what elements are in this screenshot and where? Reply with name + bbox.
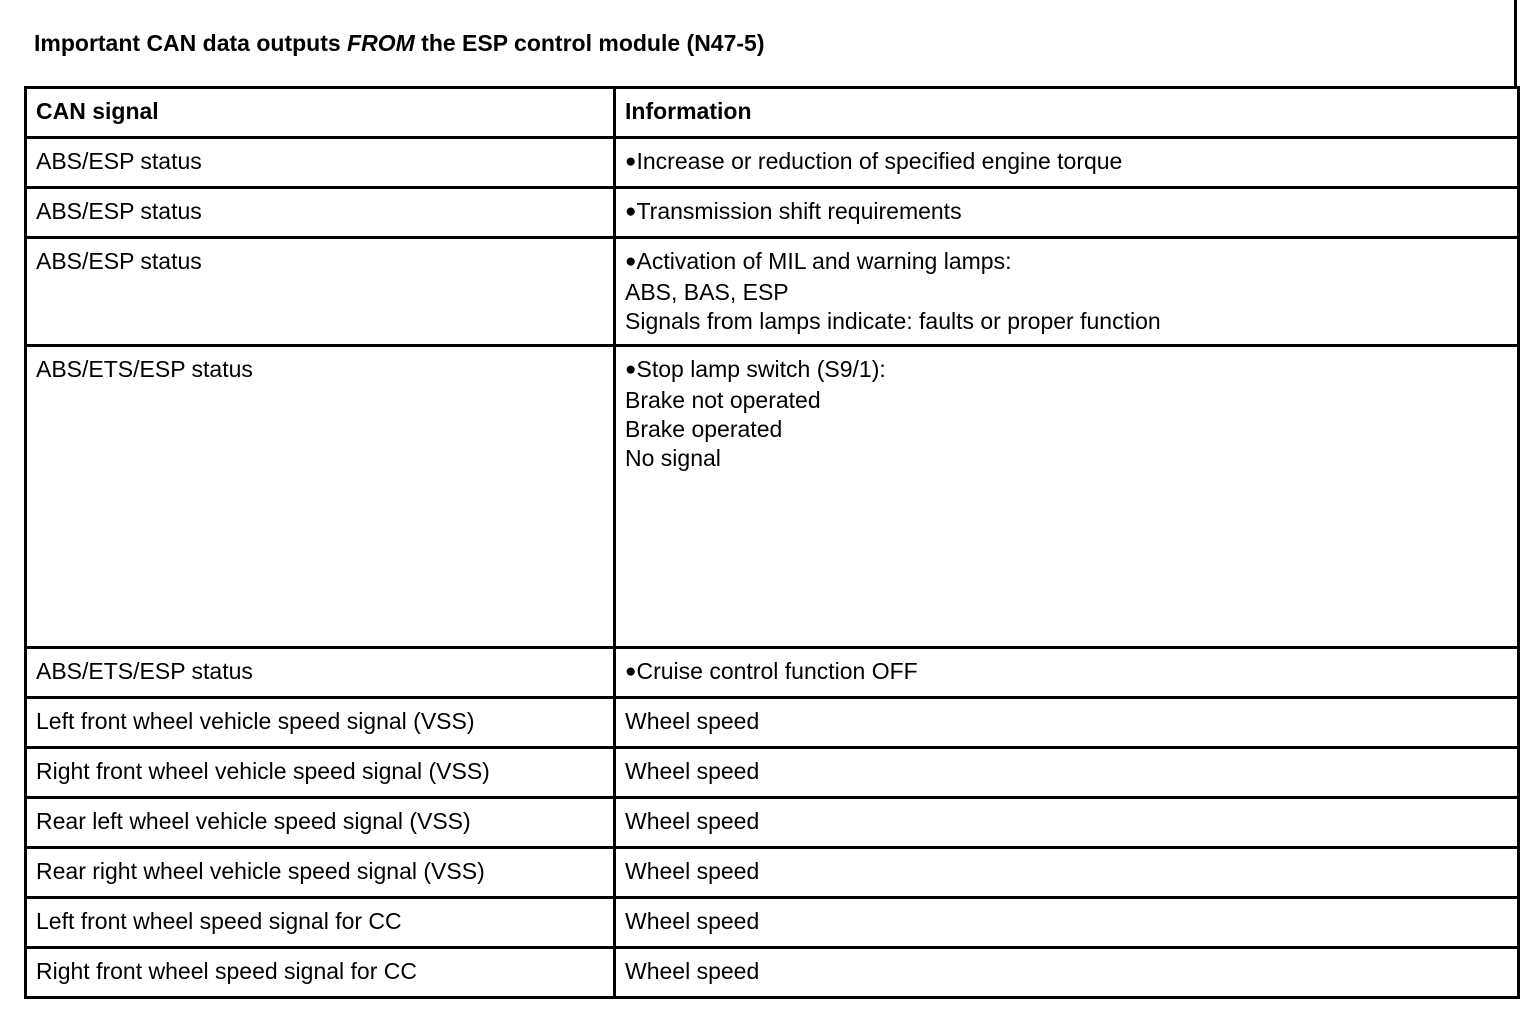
table-row	[26, 848, 1519, 898]
table-row	[26, 898, 1519, 948]
table-row	[26, 346, 1519, 648]
information-text: Cruise control function OFF	[636, 658, 918, 684]
table-caption	[34, 30, 765, 57]
can-data-table	[24, 86, 1520, 999]
information-cell	[615, 748, 1519, 798]
information-line: Brake operated	[625, 416, 783, 442]
caption-suffix: the ESP control module (N47-5)	[414, 30, 765, 56]
table-row	[26, 648, 1519, 698]
can-signal-cell: ABS/ETS/ESP status	[26, 648, 615, 698]
can-signal-cell: ABS/ESP status	[26, 238, 615, 346]
information-cell	[615, 698, 1519, 748]
table-row	[26, 238, 1519, 346]
information-line: Wheel speed	[625, 808, 760, 834]
information-text: Stop lamp switch (S9/1):	[636, 356, 886, 382]
can-signal-cell: Rear right wheel vehicle speed signal (VSS)	[26, 848, 615, 898]
header-can-signal: CAN signal	[26, 88, 615, 138]
information-cell	[615, 798, 1519, 848]
information-line: ABS, BAS, ESP	[625, 279, 789, 305]
can-signal-cell: ABS/ESP status	[26, 188, 615, 238]
can-signal-cell: Left front wheel speed signal for CC	[26, 898, 615, 948]
information-line	[625, 247, 1509, 278]
information-line: Wheel speed	[625, 758, 760, 784]
caption-emphasis: FROM	[347, 30, 415, 56]
information-line: Wheel speed	[625, 858, 760, 884]
can-signal-cell: ABS/ETS/ESP status	[26, 346, 615, 648]
table-row	[26, 798, 1519, 848]
information-line: Wheel speed	[625, 708, 760, 734]
can-signal-cell: Right front wheel vehicle speed signal (VSS)	[26, 748, 615, 798]
header-row	[26, 88, 1519, 138]
information-cell	[615, 648, 1519, 698]
table-row	[26, 698, 1519, 748]
can-signal-cell: Rear left wheel vehicle speed signal (VSS)	[26, 798, 615, 848]
table-row	[26, 138, 1519, 188]
information-cell	[615, 848, 1519, 898]
information-cell	[615, 346, 1519, 648]
information-text: Transmission shift requirements	[636, 198, 962, 224]
information-line: Wheel speed	[625, 958, 760, 984]
information-line: Wheel speed	[625, 908, 760, 934]
can-signal-cell: ABS/ESP status	[26, 138, 615, 188]
table-row	[26, 948, 1519, 998]
information-line	[625, 147, 1509, 178]
bullet-icon: ●	[625, 359, 637, 380]
information-cell	[615, 138, 1519, 188]
table-row	[26, 748, 1519, 798]
can-signal-cell: Right front wheel speed signal for CC	[26, 948, 615, 998]
caption-prefix: Important CAN data outputs	[34, 30, 348, 56]
can-signal-cell: Left front wheel vehicle speed signal (VSS)	[26, 698, 615, 748]
bullet-icon: ●	[625, 661, 637, 682]
table-body	[26, 138, 1519, 998]
information-line	[625, 355, 1509, 386]
top-right-rule	[1514, 0, 1517, 88]
bullet-icon: ●	[625, 151, 637, 172]
information-cell	[615, 898, 1519, 948]
header-information: Information	[615, 88, 1519, 138]
table-row	[26, 188, 1519, 238]
bullet-icon: ●	[625, 251, 637, 272]
information-line: Brake not operated	[625, 387, 821, 413]
bullet-icon: ●	[625, 201, 637, 222]
information-line: Signals from lamps indicate: faults or proper function	[625, 308, 1161, 334]
information-line	[625, 197, 1509, 228]
information-text: Increase or reduction of specified engine torque	[636, 148, 1123, 174]
information-text: Activation of MIL and warning lamps:	[636, 248, 1012, 274]
information-cell	[615, 948, 1519, 998]
information-cell	[615, 238, 1519, 346]
information-cell	[615, 188, 1519, 238]
information-line: No signal	[625, 445, 721, 471]
information-line	[625, 657, 1509, 688]
